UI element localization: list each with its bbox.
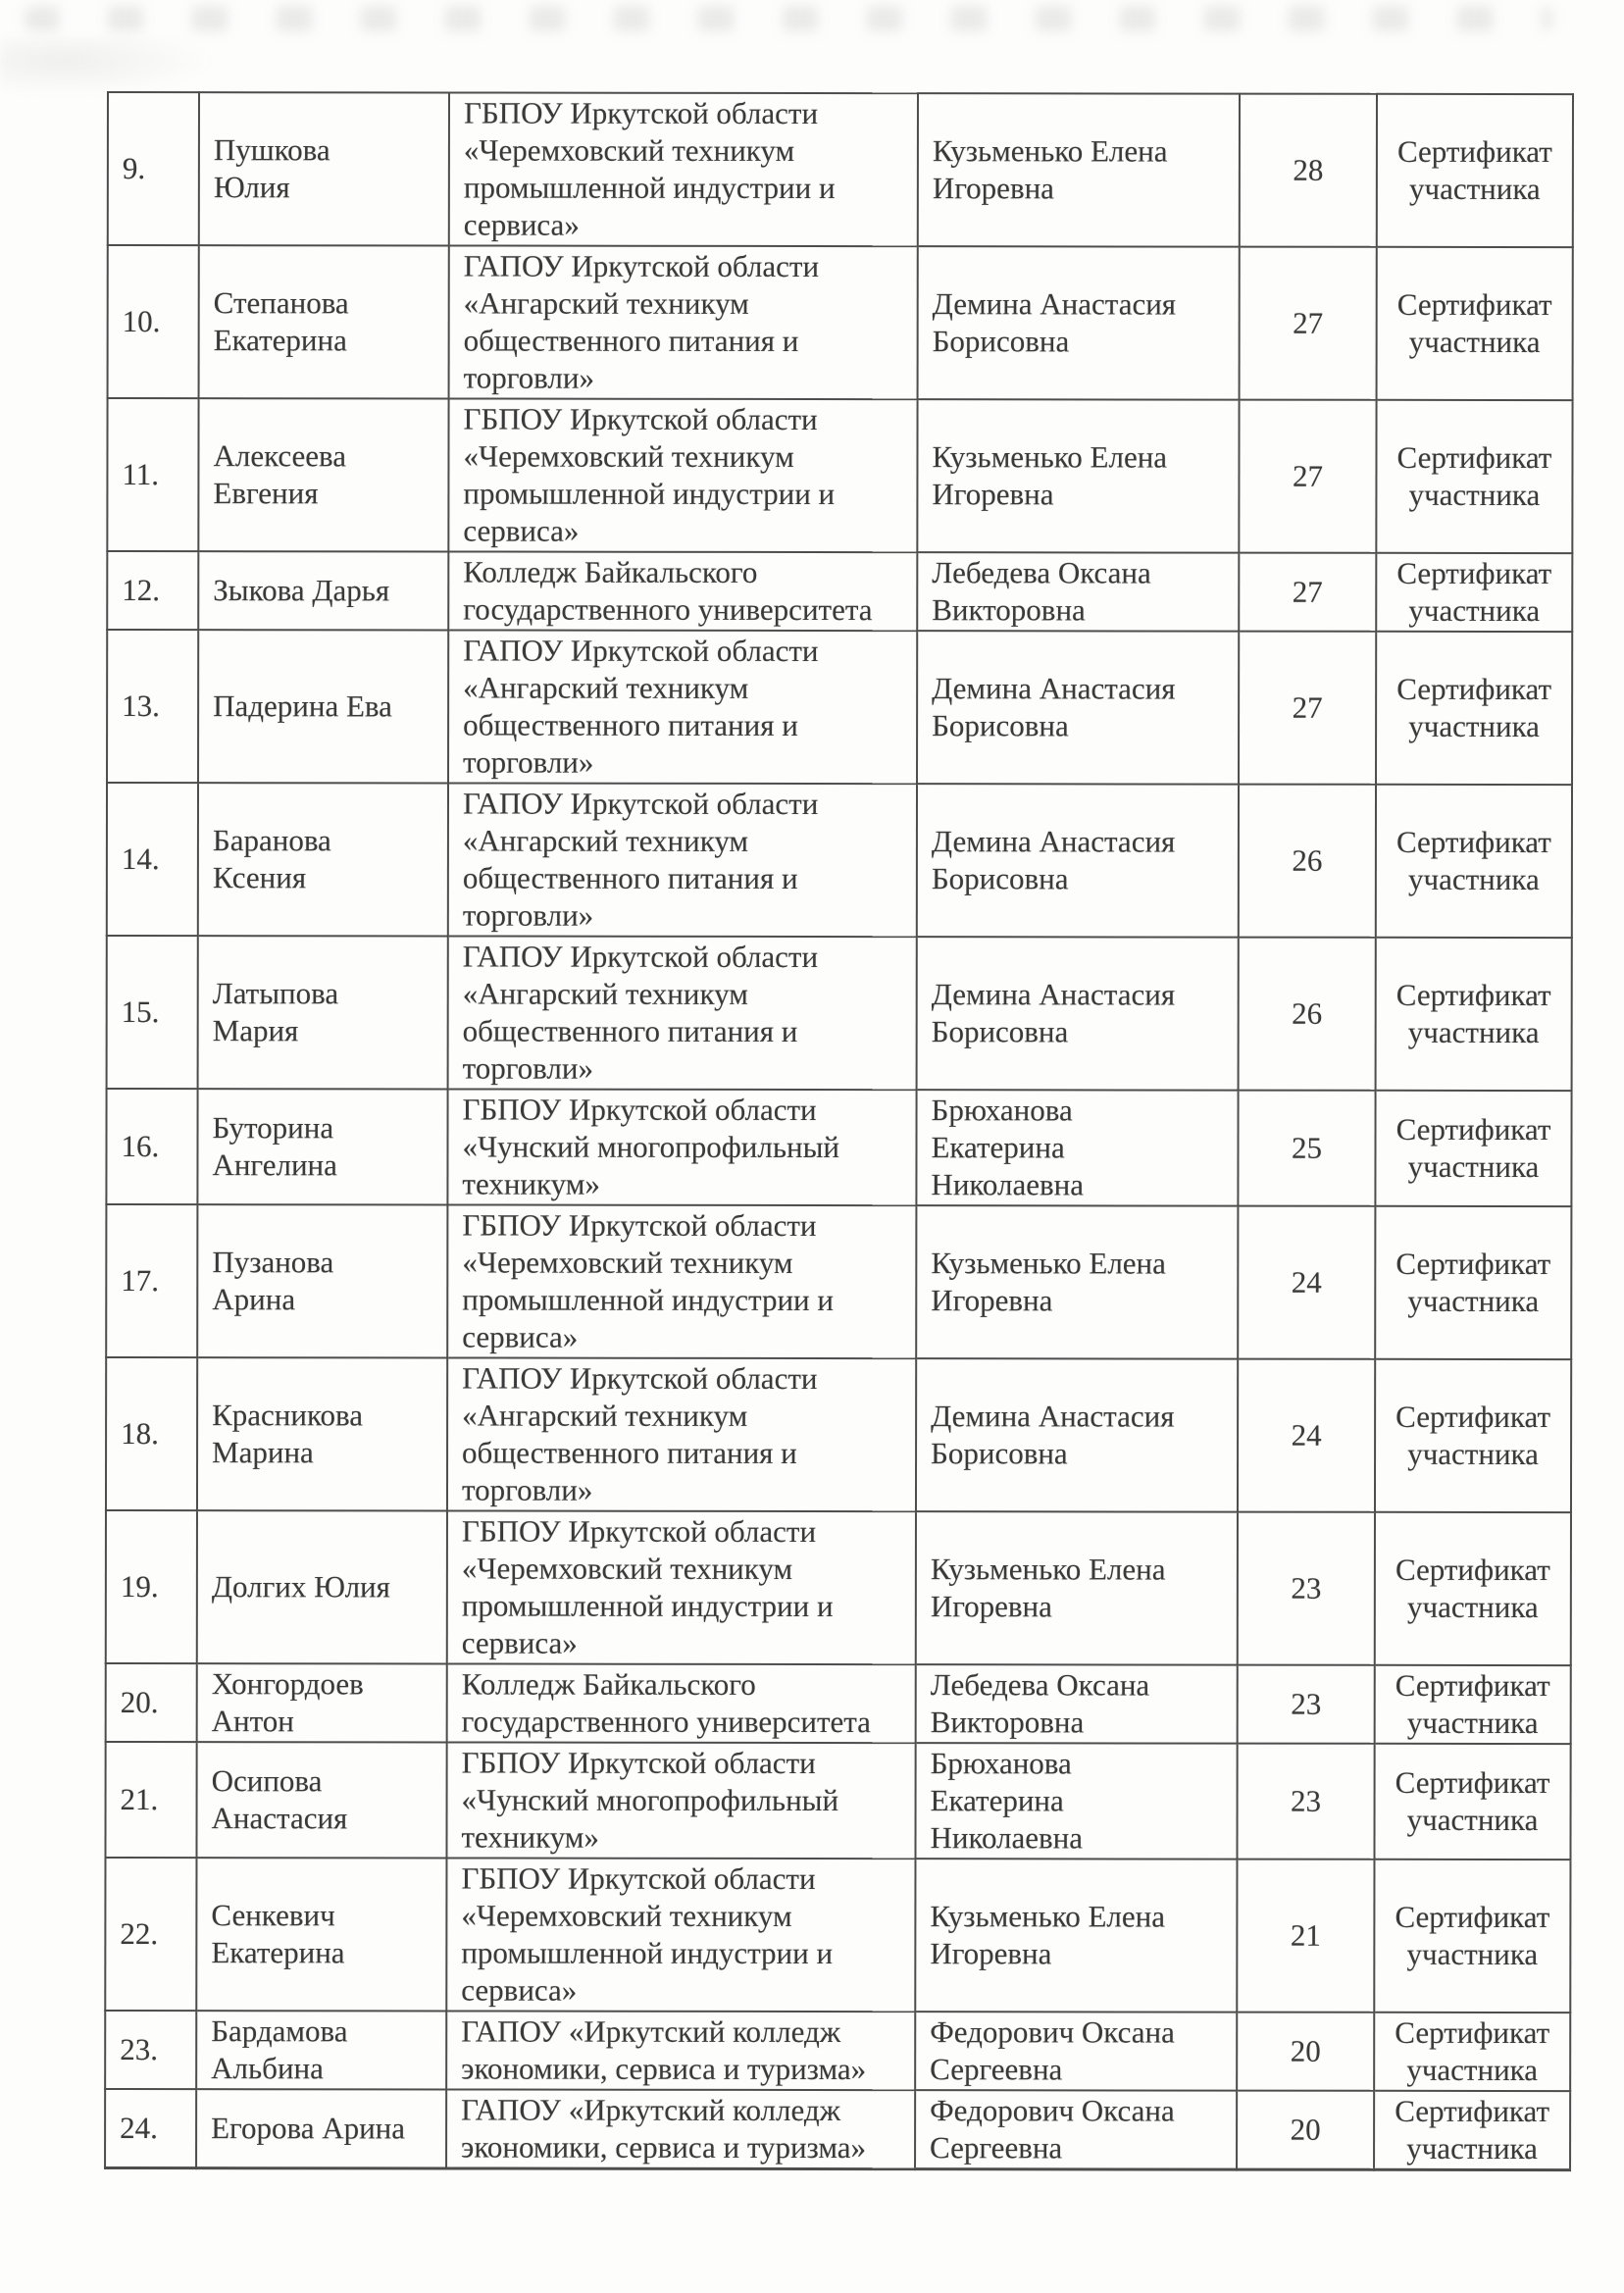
cell-score: 27 (1239, 632, 1376, 785)
cell-score: 23 (1238, 1512, 1375, 1665)
cell-certificate: Сертификат участника (1376, 632, 1572, 785)
cell-score: 23 (1238, 1665, 1375, 1744)
cell-score: 28 (1240, 94, 1377, 247)
table-row (106, 1089, 1571, 1206)
cell-institution: ГАПОУ Иркутской области «Ангарский техникум общественного питания и торговли» (448, 630, 917, 784)
cell-score: 26 (1239, 785, 1376, 938)
cell-institution: Колледж Байкальского государственного университета (447, 1663, 916, 1743)
table-row (106, 1510, 1571, 1665)
cell-num: 9. (108, 92, 199, 245)
cell-certificate: Сертификат участника (1376, 553, 1572, 632)
cell-num: 16. (106, 1089, 197, 1204)
cell-institution: ГАПОУ «Иркутский колледж экономики, сервиса и туризма» (446, 2089, 915, 2168)
cell-name: Буторина Ангелина (197, 1089, 447, 1204)
cell-score: 24 (1238, 1359, 1375, 1512)
table-row (106, 1357, 1571, 1512)
cell-certificate: Сертификат участника (1374, 2013, 1570, 2091)
cell-name: Баранова Ксения (198, 783, 448, 936)
results-table (104, 91, 1574, 2171)
cell-num: 24. (105, 2089, 196, 2168)
scan-noise-corner (0, 37, 216, 96)
cell-num: 18. (106, 1357, 197, 1510)
cell-score: 27 (1239, 400, 1376, 553)
cell-certificate: Сертификат участника (1377, 94, 1573, 247)
cell-institution: ГБПОУ Иркутской области «Черемховский техникум промышленной индустрии и сервиса» (447, 1510, 916, 1664)
table-row (105, 2011, 1570, 2091)
table-row (106, 1204, 1571, 1359)
cell-institution: ГАПОУ Иркутской области «Ангарский техникум общественного питания и торговли» (449, 245, 918, 399)
cell-mentor: Федорович Оксана Сергеевна (915, 2090, 1237, 2169)
cell-certificate: Сертификат участника (1376, 938, 1572, 1091)
cell-mentor: Кузьменько Елена Игоревна (918, 93, 1240, 246)
cell-name: Бардамова Альбина (196, 2011, 446, 2089)
cell-mentor: Демина Анастасия Борисовна (918, 246, 1240, 399)
cell-institution: ГБПОУ Иркутской области «Черемховский техникум промышленной индустрии и сервиса» (448, 398, 917, 552)
cell-institution: ГАПОУ «Иркутский колледж экономики, сервиса и туризма» (446, 2011, 915, 2090)
cell-score: 27 (1240, 247, 1377, 400)
table-row (107, 398, 1572, 553)
cell-score: 20 (1237, 2091, 1374, 2170)
cell-institution: ГБПОУ Иркутской области «Черемховский техникум промышленной индустрии и сервиса» (446, 1858, 915, 2012)
cell-institution: ГБПОУ Иркутской области «Чунский многопрофильный техникум» (446, 1742, 915, 1859)
cell-score: 23 (1237, 1744, 1374, 1860)
cell-name: Красникова Марина (197, 1357, 447, 1510)
table-row (105, 1858, 1570, 2013)
cell-certificate: Сертификат участника (1375, 1665, 1571, 1744)
cell-name: Степанова Екатерина (199, 245, 449, 398)
cell-mentor: Кузьменько Елена Игоревна (917, 399, 1239, 552)
table-row (108, 245, 1573, 400)
cell-num: 21. (105, 1742, 196, 1858)
cell-score: 21 (1237, 1860, 1374, 2013)
cell-certificate: Сертификат участника (1375, 1206, 1571, 1359)
cell-name: Падерина Ева (198, 630, 448, 783)
scan-noise-top (24, 6, 1553, 31)
results-table-body (105, 92, 1573, 2170)
cell-institution: ГБПОУ Иркутской области «Черемховский техникум промышленной индустрии и сервиса» (447, 1204, 916, 1358)
cell-certificate: Сертификат участника (1374, 1860, 1570, 2013)
table-row (107, 630, 1572, 785)
cell-num: 12. (107, 551, 198, 630)
cell-mentor: Лебедева Оксана Викторовна (917, 552, 1239, 631)
cell-num: 15. (107, 936, 198, 1089)
cell-score: 25 (1238, 1091, 1375, 1206)
cell-name: Сенкевич Екатерина (196, 1858, 446, 2011)
cell-certificate: Сертификат участника (1377, 247, 1573, 400)
cell-mentor: Кузьменько Елена Игоревна (916, 1205, 1238, 1358)
cell-name: Латыпова Мария (198, 936, 448, 1089)
cell-score: 20 (1237, 2013, 1374, 2091)
cell-name: Хонгордоев Антон (197, 1663, 447, 1742)
cell-num: 17. (106, 1204, 197, 1357)
table-row (108, 92, 1573, 247)
cell-institution: Колледж Байкальского государственного университета (448, 551, 917, 631)
cell-name: Пушкова Юлия (199, 92, 449, 245)
cell-mentor: Лебедева Оксана Викторовна (916, 1664, 1238, 1743)
cell-mentor: Брюханова Екатерина Николаевна (916, 1090, 1238, 1205)
cell-certificate: Сертификат участника (1374, 1744, 1570, 1860)
cell-certificate: Сертификат участника (1374, 2091, 1570, 2170)
cell-score: 26 (1239, 938, 1376, 1091)
cell-name: Долгих Юлия (197, 1510, 447, 1663)
cell-institution: ГБПОУ Иркутской области «Чунский многопрофильный техникум» (447, 1089, 916, 1205)
table-row (106, 1663, 1571, 1744)
cell-certificate: Сертификат участника (1376, 400, 1572, 553)
cell-name: Пузанова Арина (197, 1204, 447, 1357)
table-row (107, 783, 1572, 938)
table-row (107, 551, 1572, 632)
cell-num: 11. (107, 398, 198, 551)
cell-institution: ГАПОУ Иркутской области «Ангарский техникум общественного питания и торговли» (447, 1357, 916, 1511)
cell-mentor: Демина Анастасия Борисовна (917, 784, 1239, 937)
cell-name: Егорова Арина (196, 2089, 446, 2168)
cell-num: 14. (107, 783, 198, 936)
cell-name: Зыкова Дарья (198, 551, 448, 630)
table-row (105, 1742, 1570, 1860)
cell-mentor: Демина Анастасия Борисовна (917, 631, 1239, 784)
cell-score: 24 (1238, 1206, 1375, 1359)
cell-num: 19. (106, 1510, 197, 1663)
cell-mentor: Брюханова Екатерина Николаевна (915, 1743, 1237, 1859)
cell-num: 23. (105, 2011, 196, 2089)
cell-institution: ГАПОУ Иркутской области «Ангарский техникум общественного питания и торговли» (448, 783, 917, 937)
table-row (105, 2089, 1570, 2170)
cell-certificate: Сертификат участника (1375, 1512, 1571, 1665)
cell-institution: ГБПОУ Иркутской области «Черемховский техникум промышленной индустрии и сервиса» (449, 92, 918, 246)
cell-certificate: Сертификат участника (1375, 1359, 1571, 1512)
cell-num: 22. (105, 1858, 196, 2011)
cell-institution: ГАПОУ Иркутской области «Ангарский техникум общественного питания и торговли» (448, 936, 917, 1090)
cell-certificate: Сертификат участника (1375, 1091, 1571, 1206)
cell-num: 10. (108, 245, 199, 398)
cell-mentor: Демина Анастасия Борисовна (917, 937, 1239, 1090)
table-row (107, 936, 1572, 1091)
cell-score: 27 (1239, 553, 1376, 632)
cell-name: Осипова Анастасия (196, 1742, 446, 1858)
cell-mentor: Кузьменько Елена Игоревна (915, 1859, 1237, 2012)
cell-certificate: Сертификат участника (1376, 785, 1572, 938)
cell-num: 20. (106, 1663, 197, 1742)
cell-name: Алексеева Евгения (198, 398, 448, 551)
cell-mentor: Кузьменько Елена Игоревна (916, 1511, 1238, 1664)
cell-mentor: Федорович Оксана Сергеевна (915, 2012, 1237, 2090)
cell-mentor: Демина Анастасия Борисовна (916, 1358, 1238, 1511)
cell-num: 13. (107, 630, 198, 783)
